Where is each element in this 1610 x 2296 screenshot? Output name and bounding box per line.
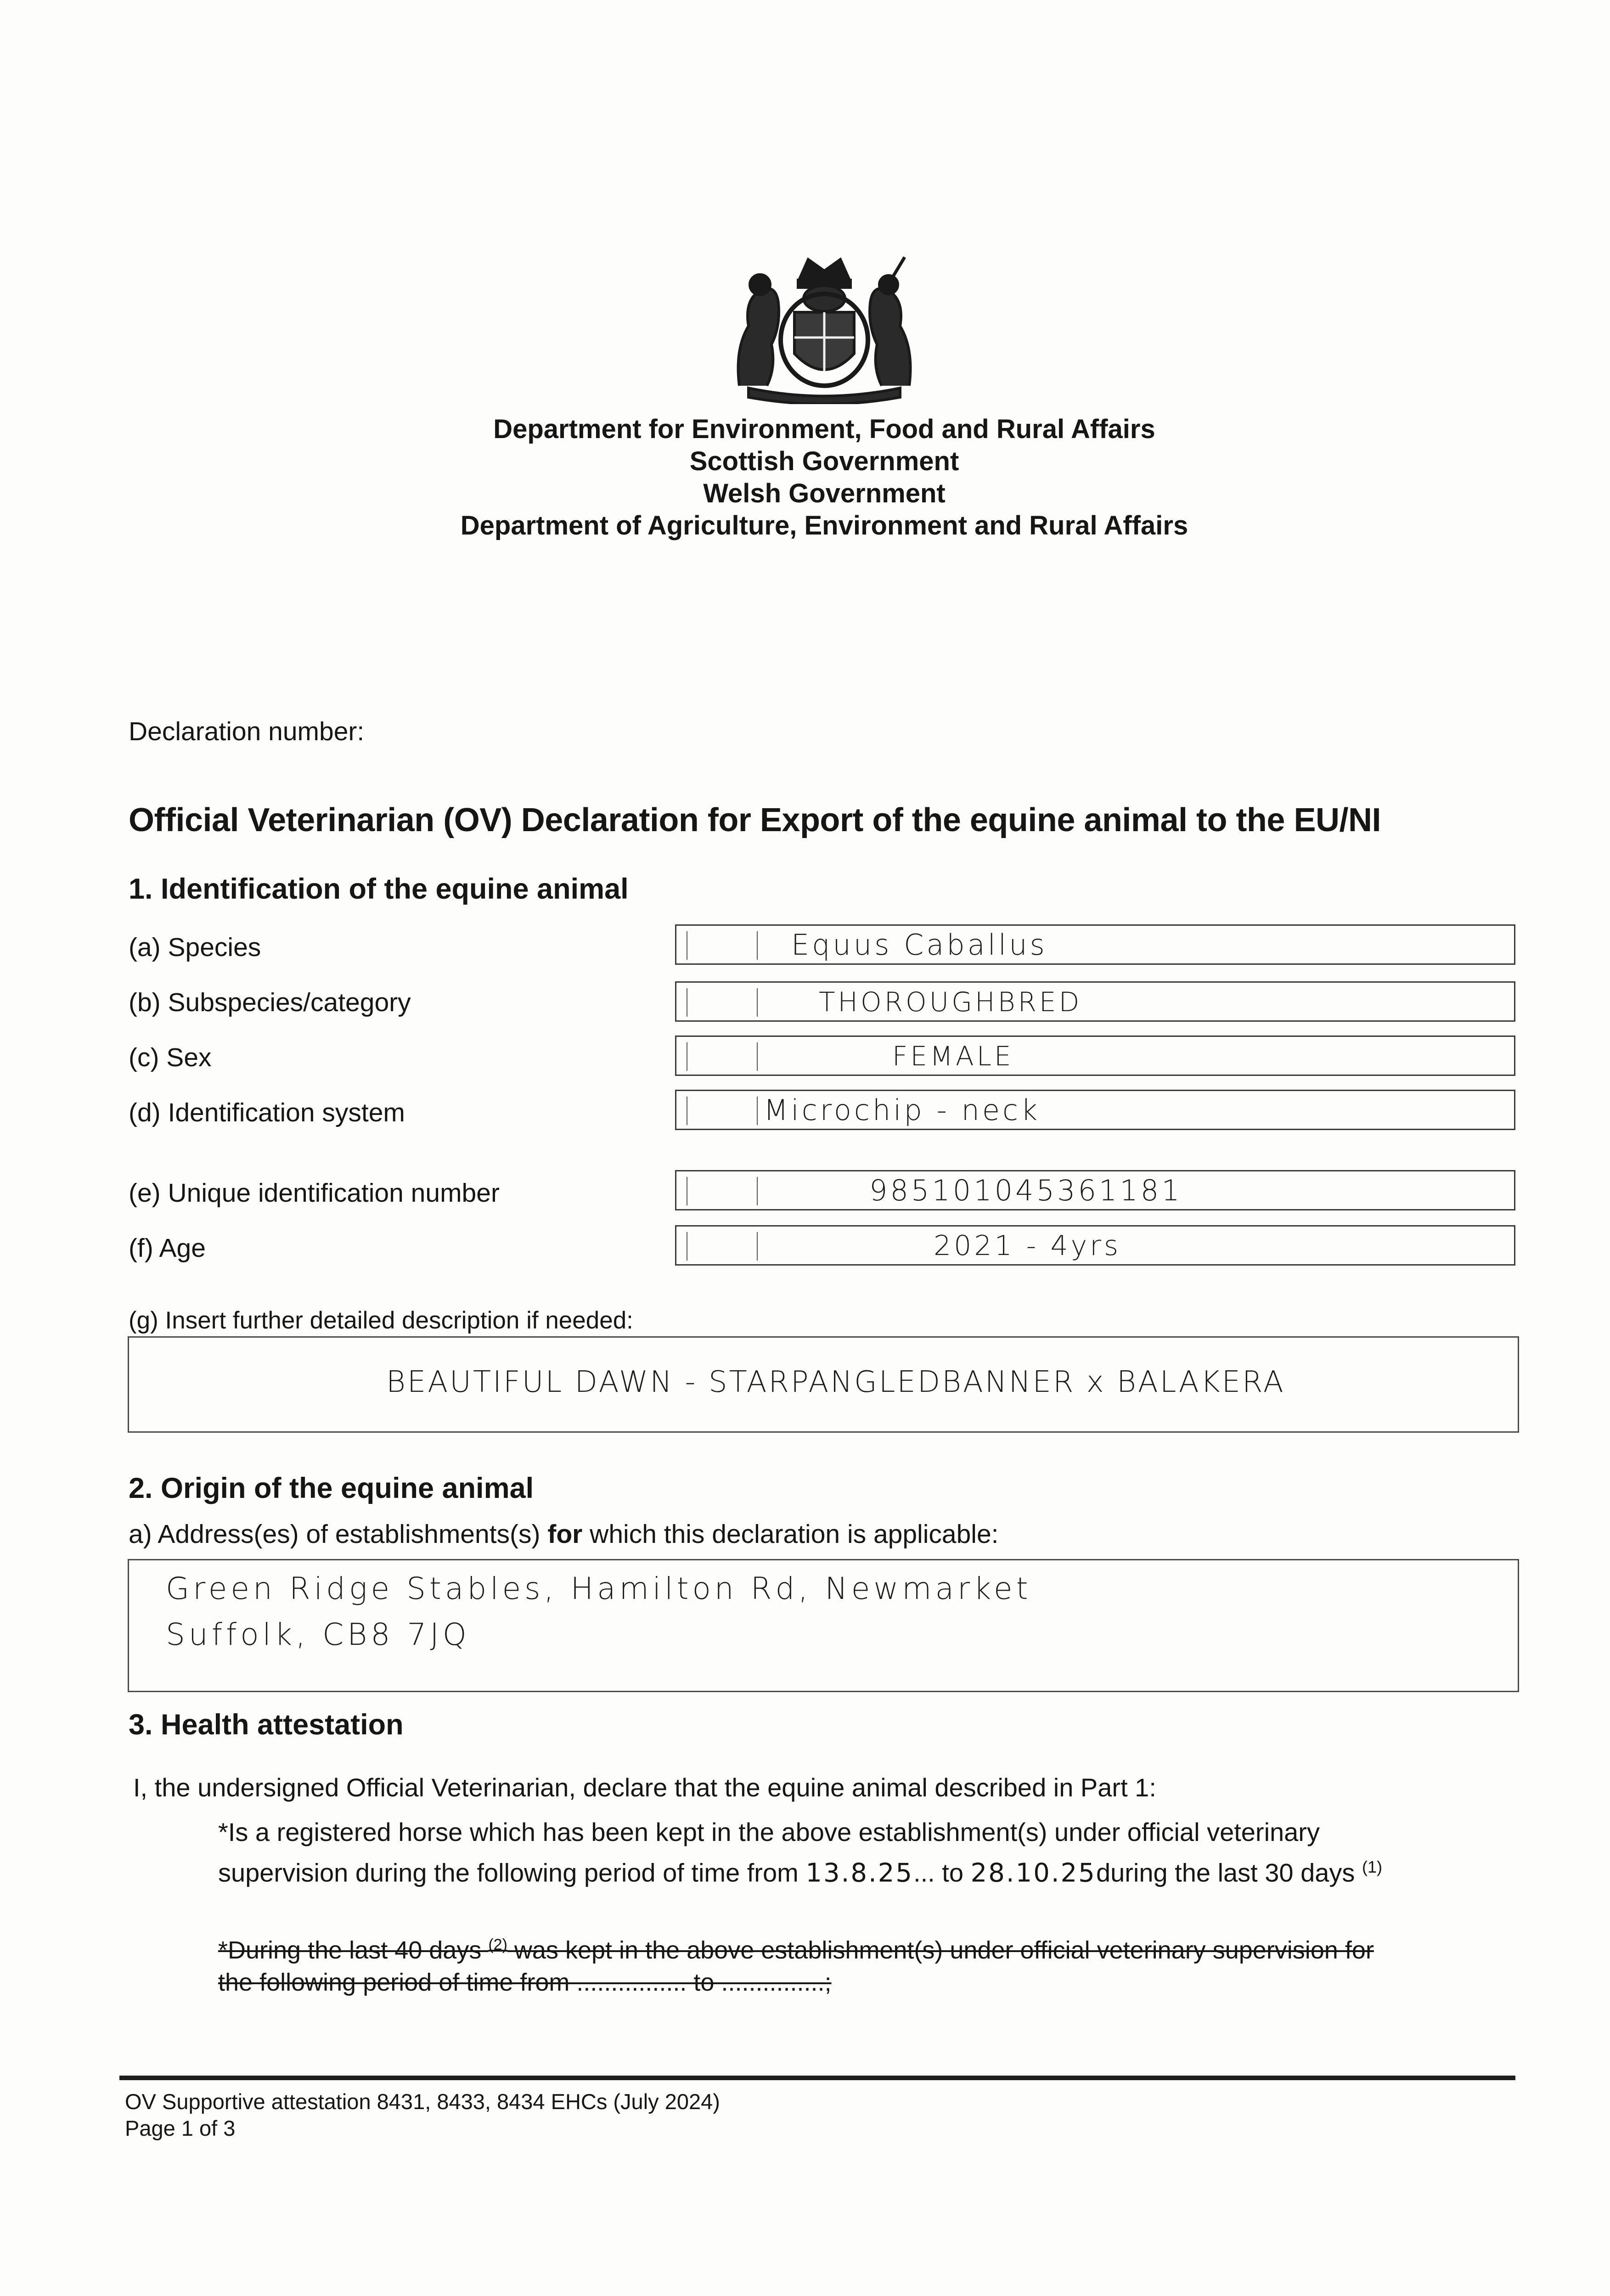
- date-to-value: 28.10.25: [970, 1858, 1096, 1888]
- paragraph-2-line-1: *During the last 40 days $^{(2)}$ was kept in the above establishment(s) under official veterinary supervision for: [218, 1936, 1374, 1964]
- age-label: (f) Age: [129, 1233, 206, 1263]
- paragraph-1-line-2: supervision during the following period of time from 13.8.25... to 28.10.25during the last 30 days $^{(1)}$: [218, 1857, 1382, 1888]
- identification-system-field[interactable]: [675, 1090, 1515, 1130]
- subspecies-field[interactable]: [675, 981, 1515, 1022]
- further-description-value: BEAUTIFUL DAWN - STARPANGLEDBANNER x BALAKERA: [386, 1365, 1285, 1399]
- sex-label: (c) Sex: [129, 1043, 212, 1072]
- identification-system-label: (d) Identification system: [129, 1098, 405, 1127]
- unique-id-value: 985101045361181: [869, 1174, 1182, 1207]
- establishment-address-label: a) Address(es) of establishments(s) for which this declaration is applicable:: [129, 1519, 999, 1549]
- species-value: Equus Caballus: [791, 928, 1047, 962]
- attestation-paragraph-2-struck: [218, 1929, 1522, 1998]
- paragraph-1-line-1: *Is a registered horse which has been kept in the above establishment(s) under official veterinary: [218, 1818, 1320, 1846]
- unique-id-field[interactable]: [675, 1170, 1515, 1210]
- footer: [125, 2088, 720, 2142]
- sex-value: FEMALE: [892, 1041, 1014, 1072]
- further-description-field[interactable]: [128, 1336, 1519, 1433]
- section-3-heading: 3. Health attestation: [129, 1709, 404, 1741]
- department-name: Scottish Government: [689, 446, 959, 476]
- attestation-intro: I, the undersigned Official Veterinarian, declare that the equine animal described in Part 1:: [133, 1773, 1156, 1802]
- subspecies-value: THOROUGHBRED: [819, 986, 1082, 1018]
- department-name: Welsh Government: [703, 478, 946, 508]
- identification-system-value: Microchip - neck: [764, 1093, 1041, 1127]
- page-title: Official Veterinarian (OV) Declaration for Export of the equine animal to the EU/NI: [129, 802, 1381, 838]
- declaration-number-label: Declaration number:: [129, 717, 365, 746]
- footer-attestation-ref: OV Supportive attestation 8431, 8433, 8434 EHCs (July 2024): [125, 2089, 720, 2114]
- establishment-address-field[interactable]: [128, 1559, 1519, 1692]
- section-2-heading: 2. Origin of the equine animal: [129, 1472, 534, 1504]
- subspecies-label: (b) Subspecies/category: [129, 988, 411, 1017]
- footnote-2: (2): [488, 1936, 507, 1953]
- age-value: 2021 - 4yrs: [934, 1230, 1121, 1262]
- footer-divider: [119, 2076, 1515, 2080]
- department-name: Department for Environment, Food and Rural Affairs: [493, 414, 1155, 444]
- department-name: Department of Agriculture, Environment and Rural Affairs: [460, 511, 1188, 540]
- attestation-paragraph-1: [218, 1815, 1382, 1891]
- species-field[interactable]: [675, 924, 1515, 965]
- address-line-2: Suffolk, CB8 7JQ: [166, 1617, 470, 1652]
- address-line-1: Green Ridge Stables, Hamilton Rd, Newmarket: [166, 1571, 1032, 1606]
- footnote-1: (1): [1362, 1857, 1382, 1876]
- sex-field[interactable]: [675, 1035, 1515, 1076]
- royal-coat-of-arms-icon: [721, 248, 928, 404]
- page-number: Page 1 of 3: [125, 2116, 236, 2140]
- age-field[interactable]: [675, 1225, 1515, 1266]
- unique-id-label: (e) Unique identification number: [129, 1178, 500, 1208]
- date-from-value: 13.8.25: [805, 1858, 914, 1888]
- department-header: [0, 413, 1610, 542]
- paragraph-2-line-2: the following period of time from ................ to ...............;: [218, 1969, 832, 1996]
- section-1-heading: 1. Identification of the equine animal: [129, 873, 629, 905]
- further-description-label: (g) Insert further detailed description if needed:: [129, 1307, 633, 1334]
- species-label: (a) Species: [129, 933, 261, 962]
